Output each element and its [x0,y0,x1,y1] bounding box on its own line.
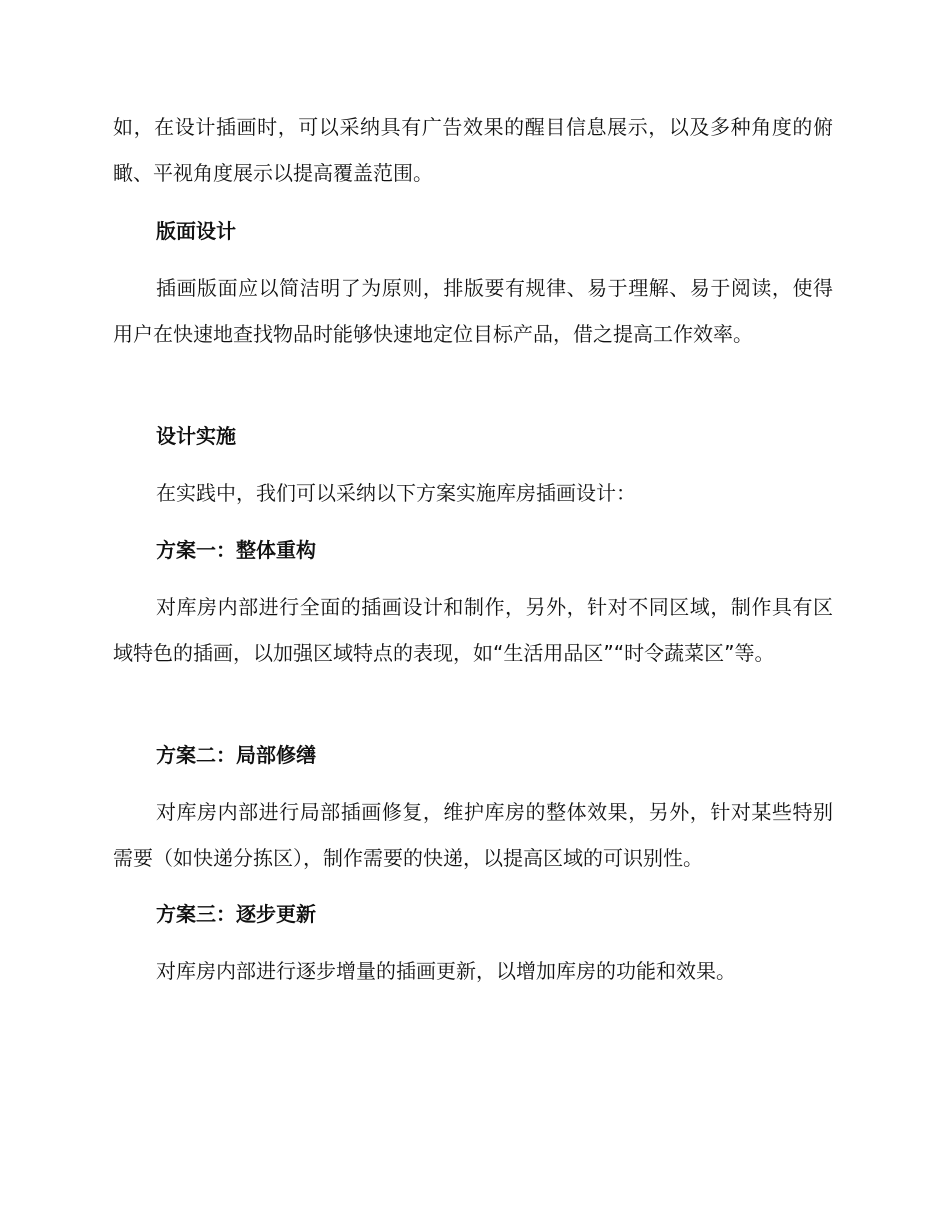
plan-one-heading: 方案一：整体重构 [156,538,316,562]
intro-paragraph: 如，在设计插画时，可以采纳具有广告效果的醒目信息展示，以及多种角度的俯瞰、平视角度展示以提高覆盖范围。 [113,115,833,185]
section-heading-implementation: 设计实施 [156,424,236,448]
section-paragraph-layout: 插画版面应以简洁明了为原则，排版要有规律、易于理解、易于阅读，使得用户在快速地查找物品时能够快速地定位目标产品，借之提高工作效率。 [113,276,833,346]
section-paragraph-implementation: 在实践中，我们可以采纳以下方案实施库房插画设计： [156,481,636,505]
plan-two-paragraph: 对库房内部进行局部插画修复，维护库房的整体效果，另外，针对某些特别需要（如快递分拣区），制作需要的快递，以提高区域的可识别性。 [113,800,833,870]
plan-three-paragraph: 对库房内部进行逐步增量的插画更新，以增加库房的功能和效果。 [156,959,736,983]
section-heading-layout: 版面设计 [156,219,236,243]
plan-three-heading: 方案三：逐步更新 [156,902,316,926]
plan-two-heading: 方案二：局部修缮 [156,743,316,767]
plan-one-paragraph: 对库房内部进行全面的插画设计和制作，另外，针对不同区域，制作具有区域特色的插画，以加强区域特点的表现，如“生活用品区”“时令蔬菜区”等。 [113,595,833,665]
